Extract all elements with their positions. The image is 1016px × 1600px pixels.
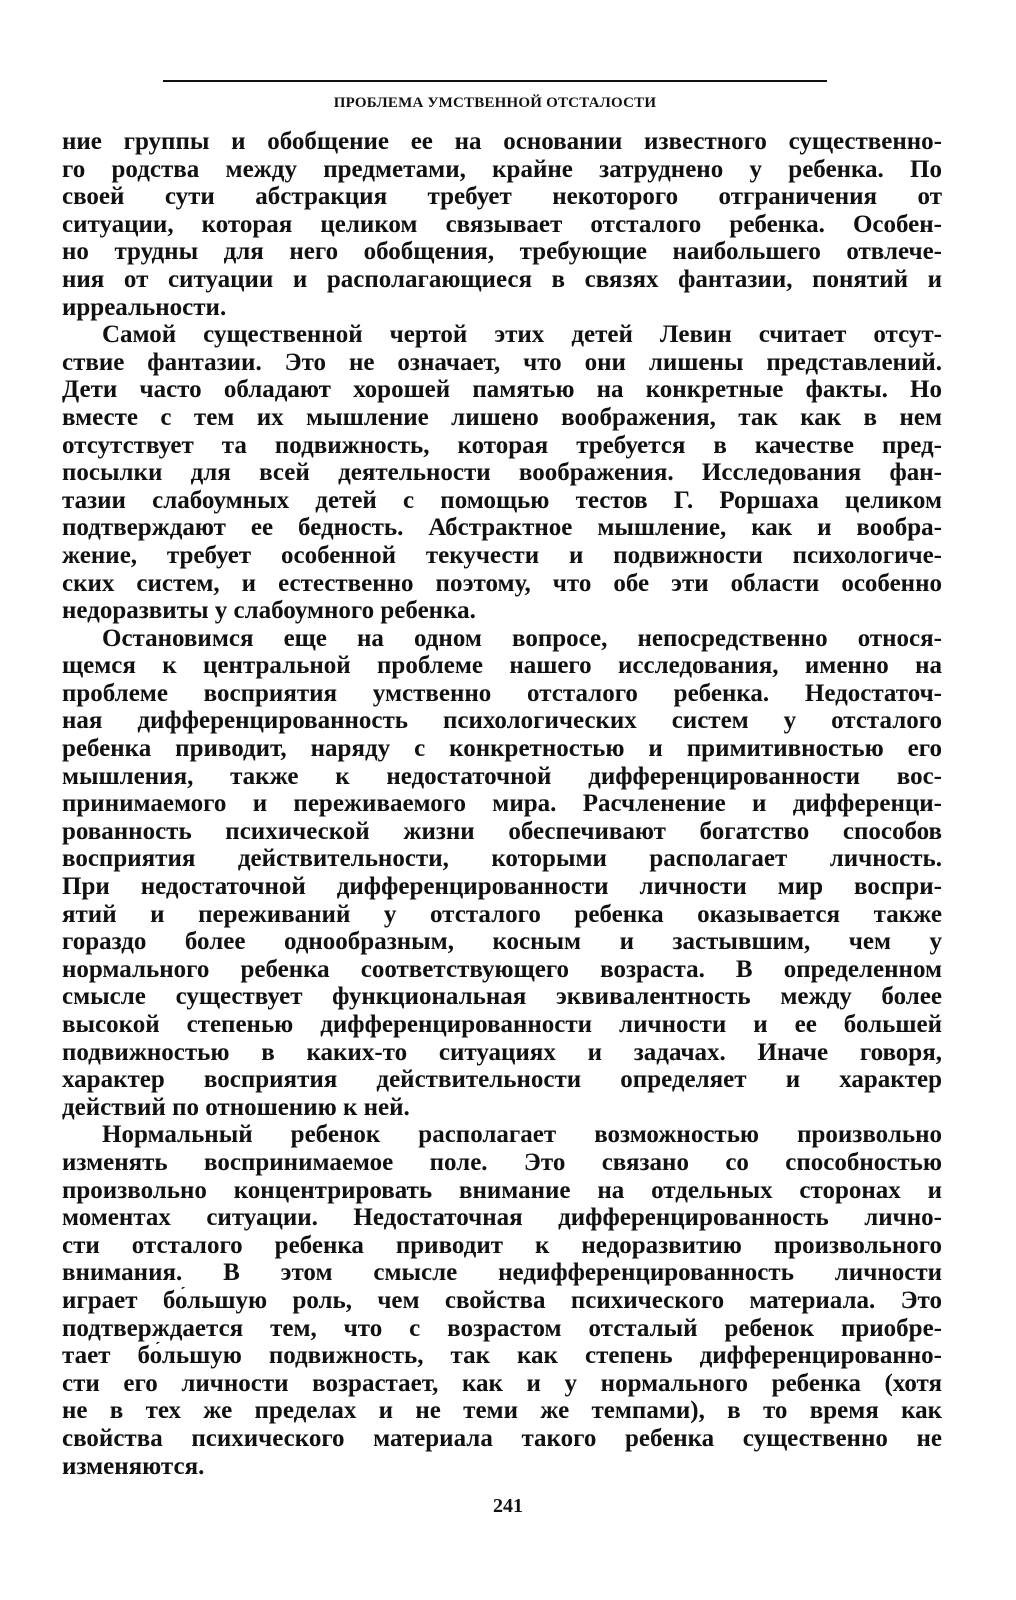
paragraph <box>62 128 942 321</box>
text-line: Нормальный ребенок располагает возможностью произвольно <box>102 1121 942 1149</box>
text-line: но трудны для него обобщения, требующие наибольшего отвлече- <box>62 238 942 266</box>
text-line: восприятия действительности, которыми располагает личность. <box>62 845 942 873</box>
text-line: го родства между предметами, крайне затруднено у ребенка. По <box>62 155 942 183</box>
page-number: 241 <box>493 1495 523 1517</box>
text-line: своей сути абстракция требует некоторого отграничения от <box>62 183 942 211</box>
text-line: Самой существенной чертой этих детей Левин считает отсут- <box>102 321 942 349</box>
running-title: ПРОБЛЕМА УМСТВЕННОЙ ОТСТАЛОСТИ <box>333 95 657 111</box>
text-line: недоразвиты у слабоумного ребенка. <box>62 597 476 625</box>
text-line: ствие фантазии. Это не означает, что они лишены представлений. <box>62 348 942 376</box>
text-line: тает бо́льшую подвижность, так как степень дифференцированно- <box>62 1342 942 1370</box>
text-line: подтверждают ее бедность. Абстрактное мышление, как и вообра- <box>62 514 942 542</box>
text-line: моментах ситуации. Недостаточная дифференцированность лично- <box>62 1204 942 1232</box>
text-line: принимаемого и переживаемого мира. Расчленение и дифференци- <box>62 790 942 818</box>
text-line: ситуации, которая целиком связывает отсталого ребенка. Особен- <box>62 210 942 238</box>
text-line: жение, требует особенной текучести и подвижности психологиче- <box>62 541 942 569</box>
paragraph <box>62 625 942 1122</box>
text-line: При недостаточной дифференцированности личности мир воспри- <box>62 873 942 901</box>
text-line: вместе с тем их мышление лишено воображения, так как в нем <box>62 403 942 431</box>
text-line: ребенка приводит, наряду с конкретностью и примитивностью его <box>62 735 942 763</box>
text-line: изменяются. <box>62 1452 205 1480</box>
body-text <box>62 128 942 1480</box>
text-line: нормального ребенка соответствующего возраста. В определенном <box>62 955 942 983</box>
text-line: свойства психического материала такого ребенка существенно не <box>62 1424 942 1452</box>
text-line: подвижностью в каких-то ситуациях и задачах. Иначе говоря, <box>62 1038 942 1066</box>
text-line: изменять воспринимаемое поле. Это связано со способностью <box>62 1148 942 1176</box>
text-line: ние группы и обобщение ее на основании известного существенно- <box>62 128 942 155</box>
text-line: внимания. В этом смысле недифференцированность личности <box>62 1259 942 1287</box>
text-line: произвольно концентрировать внимание на отдельных сторонах и <box>62 1176 942 1204</box>
text-line: Дети часто обладают хорошей памятью на конкретные факты. Но <box>62 376 942 404</box>
text-line: высокой степенью дифференцированности личности и ее большей <box>62 1011 942 1038</box>
text-line: посылки для всей деятельности воображения. Исследования фан- <box>62 459 942 487</box>
text-line: ирреальности. <box>62 293 227 321</box>
text-line: рованность психической жизни обеспечивают богатство способов <box>62 817 942 845</box>
text-line: характер восприятия действительности определяет и характер <box>62 1066 942 1094</box>
header-rule <box>163 80 827 82</box>
text-line: ских систем, и естественно поэтому, что обе эти области особенно <box>62 569 942 597</box>
text-line: ятий и переживаний у отсталого ребенка оказывается также <box>62 900 942 928</box>
paragraph <box>62 321 942 625</box>
text-line: проблеме восприятия умственно отсталого ребенка. Недостаточ- <box>62 679 942 707</box>
text-line: отсутствует та подвижность, которая требуется в качестве пред- <box>62 431 942 459</box>
text-line: Остановимся еще на одном вопросе, непосредственно относя- <box>102 624 942 652</box>
paragraph <box>62 1121 942 1480</box>
text-line: действий по отношению к ней. <box>62 1093 410 1121</box>
text-line: сти отсталого ребенка приводит к недоразвитию произвольного <box>62 1231 942 1259</box>
text-line: не в тех же пределах и не теми же темпами), в то время как <box>62 1397 942 1425</box>
text-line: мышления, также к недостаточной дифференцированности вос- <box>62 762 942 790</box>
text-line: ная дифференцированность психологических систем у отсталого <box>62 707 942 735</box>
text-line: тазии слабоумных детей с помощью тестов Г. Роршаха целиком <box>62 486 942 514</box>
text-line: подтверждается тем, что с возрастом отсталый ребенок приобре- <box>62 1314 942 1342</box>
text-line: гораздо более однообразным, косным и застывшим, чем у <box>62 928 942 956</box>
text-line: сти его личности возрастает, как и у нормального ребенка (хотя <box>62 1369 942 1397</box>
text-line: щемся к центральной проблеме нашего исследования, именно на <box>62 652 942 680</box>
text-line: ния от ситуации и располагающиеся в связях фантазии, понятий и <box>62 265 942 293</box>
text-line: смысле существует функциональная эквивалентность между более <box>62 983 942 1011</box>
text-line: играет бо́льшую роль, чем свойства психического материала. Это <box>62 1286 942 1314</box>
